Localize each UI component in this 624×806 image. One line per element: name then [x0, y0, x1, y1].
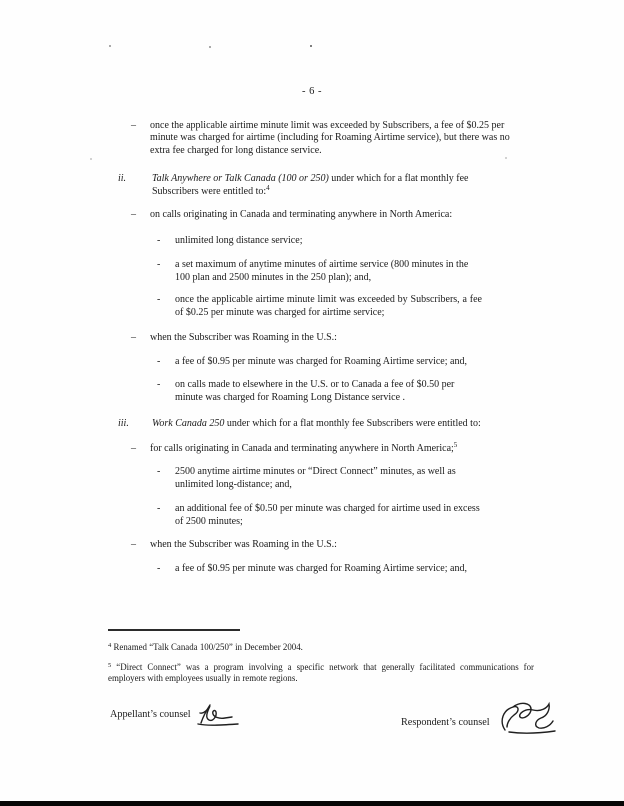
- scan-speck: [310, 45, 312, 47]
- scan-edge-artifact: [0, 801, 624, 806]
- hyphen-bullet: -: [157, 379, 161, 390]
- list-item-intro: [118, 120, 510, 158]
- footnote-marker: 5: [108, 661, 112, 669]
- list-item: [118, 209, 510, 222]
- respondent-signature-block: [401, 701, 559, 737]
- footnote-5: [108, 660, 534, 685]
- paragraph-text: for calls originating in Canada and terminating anywhere in North America;: [150, 442, 454, 454]
- scan-speck: [209, 46, 211, 48]
- appellant-signature-block: [110, 701, 242, 729]
- appellant-signature-handwriting: [196, 701, 242, 729]
- hyphen-bullet: -: [157, 562, 161, 574]
- dash-bullet: –: [131, 442, 136, 454]
- plan-name: Talk Anywhere or Talk Canada (100 or 250): [152, 173, 329, 184]
- scan-speck: [90, 158, 92, 160]
- dash-bullet: –: [131, 209, 136, 220]
- footnote-text: Renamed “Talk Canada 100/250” in December 2004.: [113, 641, 303, 652]
- footnote-text: “Direct Connect” was a program involving a specific network that generally facilitated communications for employers with employees usually in remote regions.: [108, 661, 535, 684]
- sub-item: [118, 294, 482, 319]
- footnotes-block: [108, 629, 534, 691]
- signature-label: Appellant’s counsel: [110, 709, 191, 720]
- paragraph-text: once the applicable airtime minute limit was exceeded by Subscribers, a fee of $0.25 per minute was charged for airtime (including for Roaming Airtime service), but there was no extra fee charged for long distance service.: [150, 119, 510, 156]
- hyphen-bullet: -: [157, 294, 161, 305]
- sub-item: [118, 563, 482, 576]
- respondent-signature-handwriting: [495, 701, 559, 737]
- sub-item: [118, 235, 482, 248]
- list-item: [118, 440, 510, 456]
- page-number: - 6 -: [302, 86, 322, 97]
- paragraph-text: a fee of $0.95 per minute was charged for Roaming Airtime service; and,: [175, 562, 467, 574]
- document-body: [0, 120, 624, 576]
- footnote-ref: 5: [453, 440, 458, 449]
- dash-bullet: –: [131, 539, 136, 550]
- hyphen-bullet: -: [157, 503, 161, 514]
- paragraph-text: on calls made to elsewhere in the U.S. or to Canada a fee of $0.50 per minute was charged for Roaming Long Distance service .: [175, 379, 455, 403]
- hyphen-bullet: -: [157, 466, 161, 477]
- paragraph-text: when the Subscriber was Roaming in the U.S.:: [150, 332, 337, 343]
- footnote-marker: 4: [108, 641, 112, 649]
- sub-item: [118, 466, 482, 491]
- list-item: [118, 539, 510, 552]
- roman-numeral: iii.: [118, 418, 129, 429]
- heading-text: under which for a flat monthly fee Subscribers were entitled to:: [152, 173, 469, 197]
- heading-text: under which for a flat monthly fee Subscribers were entitled to:: [224, 418, 481, 429]
- section-heading-ii: [118, 173, 510, 198]
- sub-item: [118, 379, 482, 404]
- paragraph-text: when the Subscriber was Roaming in the U.S.:: [150, 539, 337, 550]
- footnote-4: [108, 640, 534, 653]
- paragraph-text: a fee of $0.95 per minute was charged for Roaming Airtime service; and,: [175, 355, 467, 367]
- sub-item: [118, 356, 482, 369]
- scan-speck: [505, 157, 507, 159]
- hyphen-bullet: -: [157, 234, 161, 246]
- footnote-separator: [108, 629, 240, 631]
- paragraph-text: a set maximum of anytime minutes of airtime service (800 minutes in the 100 plan and 2500 minutes in the 250 plan); and,: [175, 259, 469, 283]
- hyphen-bullet: -: [157, 355, 161, 367]
- hyphen-bullet: -: [157, 259, 161, 270]
- paragraph-text: unlimited long distance service;: [175, 234, 303, 246]
- paragraph-text: an additional fee of $0.50 per minute was charged for airtime used in excess of 2500 minutes;: [175, 503, 480, 527]
- paragraph-text: 2500 anytime airtime minutes or “Direct Connect” minutes, as well as unlimited long-distance; and,: [175, 466, 456, 490]
- footnote-ref: 4: [266, 183, 270, 192]
- paragraph-text: on calls originating in Canada and terminating anywhere in North America:: [150, 209, 453, 220]
- dash-bullet: –: [131, 332, 136, 343]
- paragraph-text: once the applicable airtime minute limit was exceeded by Subscribers, a fee of $0.25 per minute was charged for airtime service;: [175, 294, 482, 318]
- plan-name: Work Canada 250: [152, 418, 225, 429]
- list-item: [118, 332, 510, 345]
- section-heading-iii: [118, 418, 510, 431]
- sub-item: [118, 503, 482, 528]
- sub-item: [118, 259, 482, 284]
- signature-label: Respondent’s counsel: [401, 717, 490, 728]
- scan-speck: [109, 45, 111, 47]
- dash-bullet: –: [131, 119, 136, 131]
- roman-numeral: ii.: [118, 173, 127, 184]
